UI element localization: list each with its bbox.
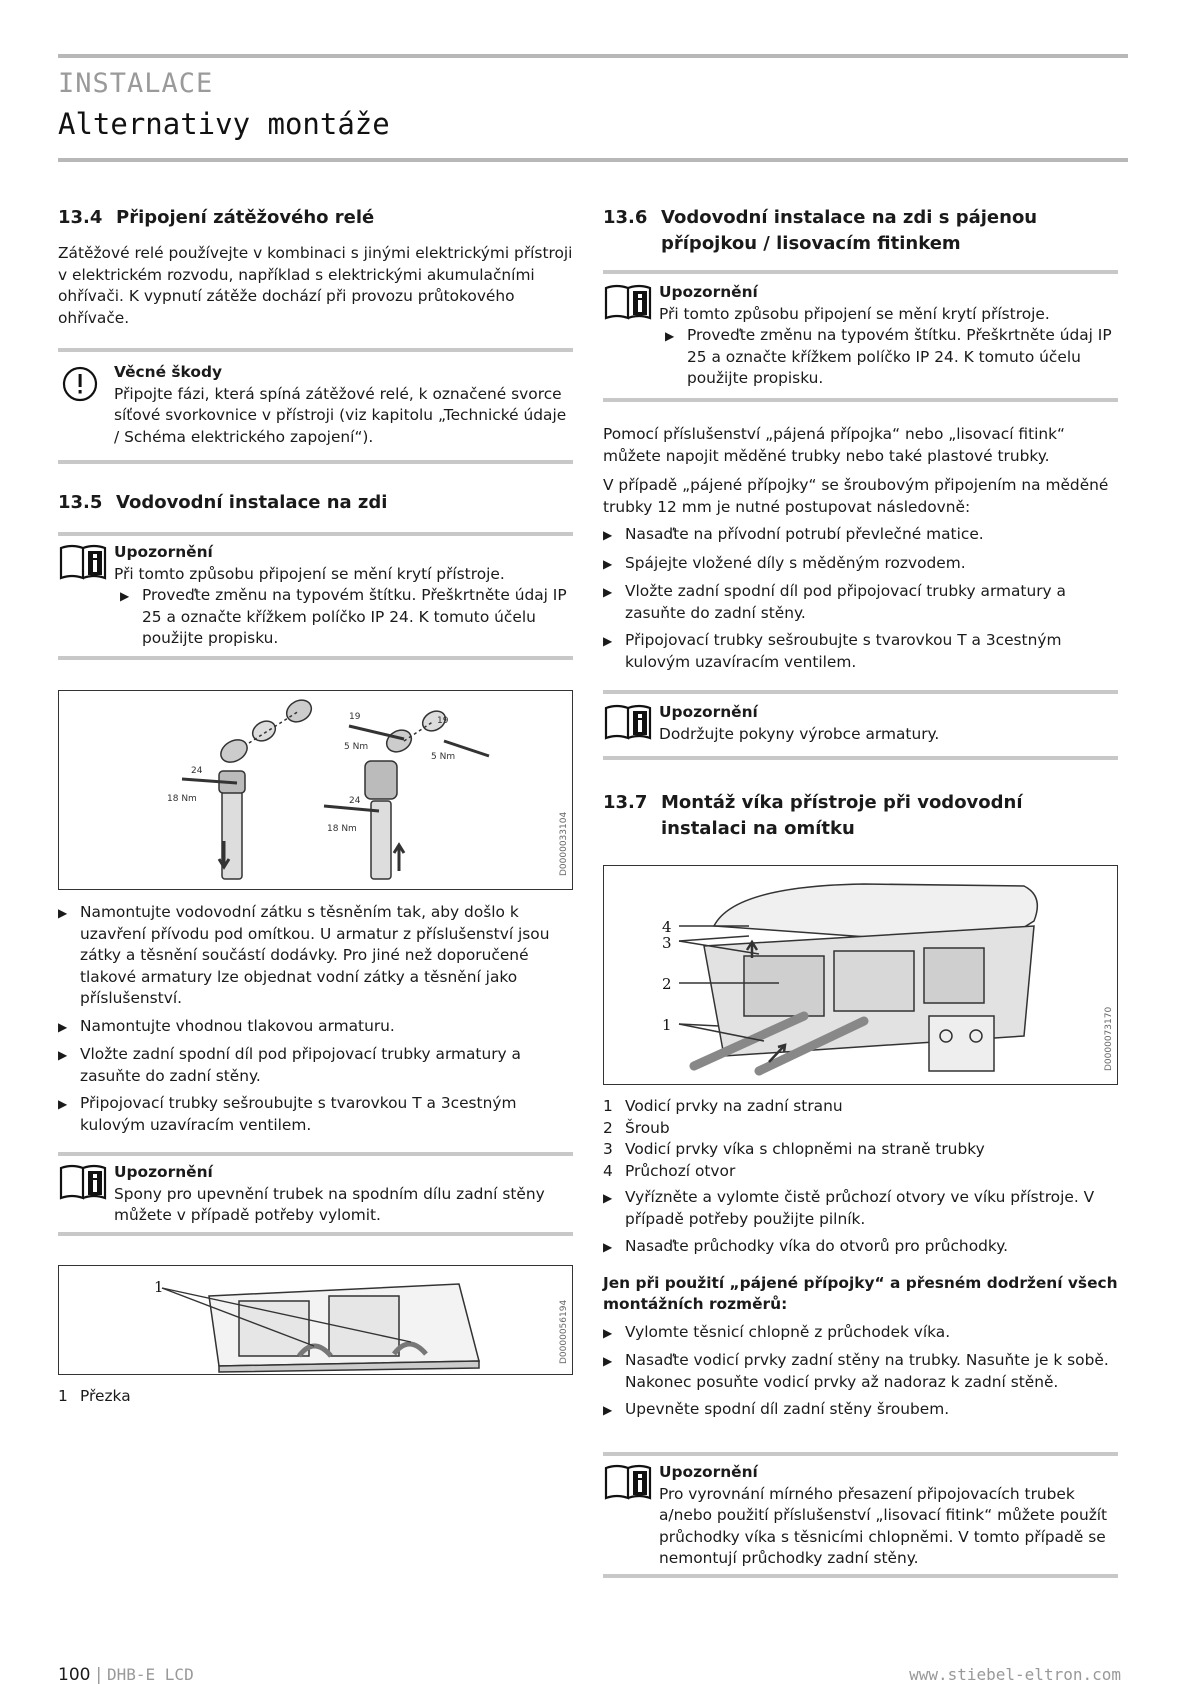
- figure-callout: 1: [662, 1016, 672, 1034]
- paragraph: V případě „pájené přípojky“ se šroubovým připojením na měděné trubky 12 mm je nutné postupovat následovně:: [603, 476, 1109, 516]
- figure-label: 18 Nm: [167, 794, 197, 804]
- info-book-icon: [603, 1462, 659, 1570]
- legend-item: 4 Průchozí otvor: [603, 1161, 736, 1180]
- warning-box: [58, 362, 573, 448]
- figure-back-panel: [58, 1265, 573, 1375]
- paragraph: Pomocí příslušenství „pájená přípojka“ nebo „lisovací fitink“ můžete napojit měděné trubky nebo také plastové trubky.: [603, 425, 1066, 465]
- notice-box-3: [603, 282, 1118, 396]
- figure-callout: 4: [662, 918, 672, 936]
- section-13-7-body: [603, 1096, 1118, 1428]
- bullet-icon: ▶: [665, 329, 675, 343]
- list-item: ▶ Nasaďte průchodky víka do otvorů pro průchodky.: [603, 1236, 1118, 1259]
- top-rule: [58, 54, 1128, 58]
- section-13-6-body: [603, 424, 1118, 679]
- list-item: ▶ Upevněte spodní díl zadní stěny šroubem.: [603, 1399, 1118, 1422]
- section-13-5: [58, 490, 573, 516]
- figure-label: 24: [349, 796, 361, 806]
- notice-title: Upozornění: [114, 543, 213, 561]
- list-item: ▶ Namontujte vodovodní zátku s těsněním tak, aby došlo k uzavření přívodu pod omítkou. U armatur z příslušenství jsou zátky a těsnění součástí dodávky. Pro jiné než doporučené tlakové armatury lze objednat vodní zátky a těsnění jako příslušenství.: [58, 902, 573, 1010]
- notice-title: Upozornění: [659, 283, 758, 301]
- page-title: Alternativy montáže: [58, 107, 390, 141]
- notice-box-2: [58, 1162, 573, 1227]
- section-13-7-heading: 13.7 Montáž víka přístroje při vodovodní instalaci na omítku: [603, 792, 1023, 839]
- notice-box-4: [603, 702, 1118, 746]
- figure-label: 5 Nm: [431, 752, 456, 762]
- divider: [603, 270, 1118, 274]
- section-13-4-heading: 13.4 Připojení zátěžového relé: [58, 207, 375, 228]
- legend-item: 1 Přezka: [58, 1387, 131, 1405]
- info-book-icon: [58, 1162, 114, 1227]
- footer-left: [58, 1665, 194, 1684]
- divider: [58, 460, 573, 464]
- figure-callout: 2: [662, 975, 672, 993]
- section-13-6-heading: 13.6 Vodovodní instalace na zdi s pájenou přípojkou / lisovacím fitinkem: [603, 207, 1038, 254]
- notice-text: Při tomto způsobu připojení se mění krytí přístroje.: [114, 564, 505, 583]
- figure-callout: 3: [662, 934, 672, 952]
- list-item: ▶ Připojovací trubky sešroubujte s tvarovkou T a 3cestným kulovým uzavíracím ventilem.: [58, 1093, 573, 1136]
- divider: [58, 1232, 573, 1236]
- header-section: INSTALACE: [58, 68, 214, 99]
- section-13-6: [603, 205, 1118, 257]
- divider: [603, 690, 1118, 694]
- section-13-4-text: Zátěžové relé používejte v kombinaci s jinými elektrickými přístroji v elektrickém rozvodu, například s elektrickými akumulačními ohřívači. K vypnutí zátěže dochází při provozu průtokového ohřívače.: [58, 244, 573, 327]
- legend-item: 2 Šroub: [603, 1118, 670, 1137]
- bullet-icon: ▶: [603, 1191, 613, 1205]
- notice-text: Dodržujte pokyny výrobce armatury.: [659, 724, 940, 743]
- list-item: ▶ Nasaďte na přívodní potrubí převlečné matice.: [603, 524, 1118, 547]
- figure-id: D0000073170: [1104, 1006, 1114, 1071]
- divider: [58, 1152, 573, 1156]
- bullet-icon: ▶: [120, 589, 130, 603]
- bullet-icon: ▶: [58, 1019, 68, 1034]
- bullet-icon: ▶: [603, 1325, 613, 1340]
- legend-item: 1 Vodicí prvky na zadní stranu: [603, 1097, 843, 1115]
- footer-model: DHB-E LCD: [107, 1665, 194, 1684]
- bullet-icon: ▶: [603, 528, 613, 542]
- figure-callout: 1: [154, 1278, 164, 1296]
- notice-box-5: [603, 1462, 1118, 1570]
- list-item: ▶ Spájejte vložené díly s měděným rozvodem.: [603, 553, 1118, 576]
- notice-box: [58, 542, 573, 656]
- subheading: Jen při použití „pájené přípojky“ a přesném dodržení všech montážních rozměrů:: [603, 1273, 1118, 1313]
- bullet-icon: ▶: [603, 1354, 613, 1368]
- figure-2-legend: [58, 1386, 573, 1408]
- divider: [58, 532, 573, 536]
- notice-text: Pro vyrovnání mírného přesazení připojovacích trubek a/nebo použití příslušenství „lisovací fitink“ můžete použít průchodky víka s těsnicími chlopněmi. V tomto případě se nemontují průchodky zadní stěny.: [659, 1484, 1108, 1567]
- figure-wall-plugs: [58, 690, 573, 890]
- divider: [58, 656, 573, 660]
- header-rule: [58, 158, 1128, 162]
- bullet-icon: ▶: [603, 585, 613, 599]
- list-item: ▶ Připojovací trubky sešroubujte s tvarovkou T a 3cestným kulovým uzavíracím ventilem.: [603, 630, 1118, 673]
- figure-id: D0000033104: [559, 811, 569, 876]
- section-13-7: [603, 790, 1118, 842]
- divider: [603, 756, 1118, 760]
- bullet-icon: ▶: [603, 556, 613, 571]
- figure-id: D0000056194: [559, 1299, 569, 1364]
- legend-item: 3 Vodicí prvky víka s chlopněmi na straně trubky: [603, 1140, 985, 1158]
- bullet-icon: ▶: [58, 1097, 68, 1111]
- list-item: ▶ Namontujte vhodnou tlakovou armaturu.: [58, 1016, 573, 1039]
- list-item: ▶ Vložte zadní spodní díl pod připojovací trubky armatury a zasuňte do zadní stěny.: [58, 1044, 573, 1087]
- list-item: ▶ Proveďte změnu na typovém štítku. Přeškrtněte údaj IP 25 a označte křížkem políčko IP 24. K tomuto účelu použijte propisku.: [120, 585, 569, 650]
- footer-url[interactable]: www.stiebel-eltron.com: [909, 1665, 1121, 1684]
- section-13-5-steps: [58, 902, 573, 1142]
- section-13-4: [58, 205, 573, 329]
- notice-title: Upozornění: [114, 1163, 213, 1181]
- bullet-icon: ▶: [603, 634, 613, 648]
- divider: [603, 1574, 1118, 1578]
- bullet-icon: ▶: [603, 1403, 613, 1417]
- info-book-icon: [603, 702, 659, 746]
- figure-label: 18 Nm: [327, 824, 357, 834]
- divider: [58, 348, 573, 352]
- info-book-icon: [58, 542, 114, 656]
- bullet-icon: ▶: [58, 906, 68, 920]
- notice-text: Při tomto způsobu připojení se mění krytí přístroje.: [659, 304, 1050, 323]
- list-item: ▶ Vyřízněte a vylomte čistě průchozí otvory ve víku přístroje. V případě potřeby použijte pilník.: [603, 1187, 1118, 1230]
- figure-label: 5 Nm: [344, 742, 369, 752]
- list-item: ▶ Vylomte těsnicí chlopně z průchodek víka.: [603, 1322, 1118, 1345]
- list-item: ▶ Proveďte změnu na typovém štítku. Přeškrtněte údaj IP 25 a označte křížkem políčko IP 24. K tomuto účelu použijte propisku.: [665, 325, 1114, 390]
- figure-label: 24: [191, 766, 203, 776]
- divider: [603, 1452, 1118, 1456]
- warning-text: Připojte fázi, která spíná zátěžové relé, k označené svorce síťové svorkovnice v přístroji (viz kapitolu „Technické údaje / Schéma elektrického zapojení“).: [114, 384, 567, 446]
- list-item: ▶ Vložte zadní spodní díl pod připojovací trubky armatury a zasuňte do zadní stěny.: [603, 581, 1118, 624]
- bullet-icon: ▶: [58, 1048, 68, 1062]
- footer-separator: |: [95, 1665, 102, 1684]
- figure-cover-assembly: [603, 865, 1118, 1085]
- list-item: ▶ Nasaďte vodicí prvky zadní stěny na trubky. Nasuňte je k sobě. Nakonec posuňte vodicí prvky až nadoraz k zadní stěně.: [603, 1350, 1118, 1393]
- section-13-5-heading: 13.5 Vodovodní instalace na zdi: [58, 492, 388, 513]
- warning-title: Věcné škody: [114, 363, 222, 381]
- info-book-icon: [603, 282, 659, 396]
- notice-text: Spony pro upevnění trubek na spodním dílu zadní stěny můžete v případě potřeby vylomit.: [114, 1184, 545, 1224]
- divider: [603, 398, 1118, 402]
- notice-title: Upozornění: [659, 703, 758, 721]
- notice-title: Upozornění: [659, 1463, 758, 1481]
- figure-label: 19: [349, 712, 361, 722]
- figure-label: 19: [437, 716, 449, 726]
- bullet-icon: ▶: [603, 1240, 613, 1254]
- page-number: 100: [58, 1665, 91, 1684]
- warning-icon: [58, 362, 114, 448]
